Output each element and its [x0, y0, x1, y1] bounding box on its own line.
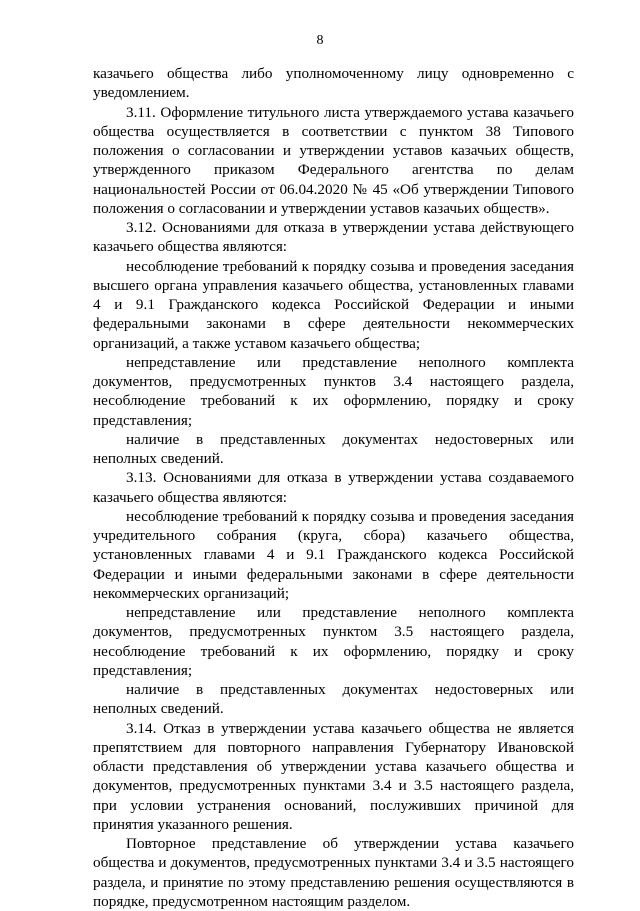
paragraph-3-11: 3.11. Оформление титульного листа утверждаемого устава казачьего общества осуществляется в соответствии с пунктом 38 Типового положения о согласовании и утверждении уставов казачьих обществ, утвержденного приказом Федерального агентства по делам национальностей России от 06.04.2020 № 45 «Об утверждении Типового положения о согласовании и утверждении уставов казачьих обществ». — [93, 103, 574, 217]
page-number: 8 — [316, 33, 324, 48]
paragraph-continuation: казачьего общества либо уполномоченному лицу одновременно с уведомлением. — [93, 65, 574, 102]
paragraph-3-13-item-3: наличие в представленных документах недостоверных или неполных сведений. — [93, 681, 574, 718]
paragraph-3-12-item-2: непредставление или представление неполного комплекта документов, предусмотренных пунктов 3.4 настоящего раздела, несоблюдение требований к их оформлению, порядку и сроку представления; — [93, 353, 574, 429]
paragraph-3-12-item-3: наличие в представленных документах недостоверных или неполных сведений. — [93, 430, 574, 467]
paragraph-3-12: 3.12. Основаниями для отказа в утверждении устава действующего казачьего общества являются: — [93, 219, 574, 256]
document-body — [93, 64, 574, 911]
paragraph-repeat-submission: Повторное представление об утверждении устава казачьего общества и документов, предусмотренных пунктами 3.4 и 3.5 настоящего раздела, и принятие по этому представлению решения осуществляются в порядке, предусмотренном настоящим разделом. — [93, 835, 574, 910]
paragraph-3-14: 3.14. Отказ в утверждении устава казачьего общества не является препятствием для повторного направления Губернатору Ивановской области представления об утверждении устава казачьего общества и документов, предусмотренных пунктами 3.4 и 3.5 настоящего раздела, при условии устранения оснований, послуживших причиной для принятия указанного решения. — [93, 719, 574, 833]
paragraph-3-13-item-1: несоблюдение требований к порядку созыва и проведения заседания учредительного собрания (круга, сбора) казачьего общества, установленных главами 4 и 9.1 Гражданского кодекса Российской Федерации и иными федеральными законами в сфере деятельности некоммерческих организаций; — [93, 507, 574, 602]
paragraph-3-12-item-1: несоблюдение требований к порядку созыва и проведения заседания высшего органа управления казачьего общества, установленных главами 4 и 9.1 Гражданского кодекса Российской Федерации и иными федеральными законами в сфере деятельности некоммерческих организаций, а также уставом казачьего общества; — [93, 257, 574, 352]
paragraph-3-13-item-2: непредставление или представление неполного комплекта документов, предусмотренных пунктом 3.5 настоящего раздела, несоблюдение требований к их оформлению, порядку и сроку представления; — [93, 604, 574, 679]
paragraph-3-13: 3.13. Основаниями для отказа в утверждении устава создаваемого казачьего общества являются: — [93, 469, 574, 506]
